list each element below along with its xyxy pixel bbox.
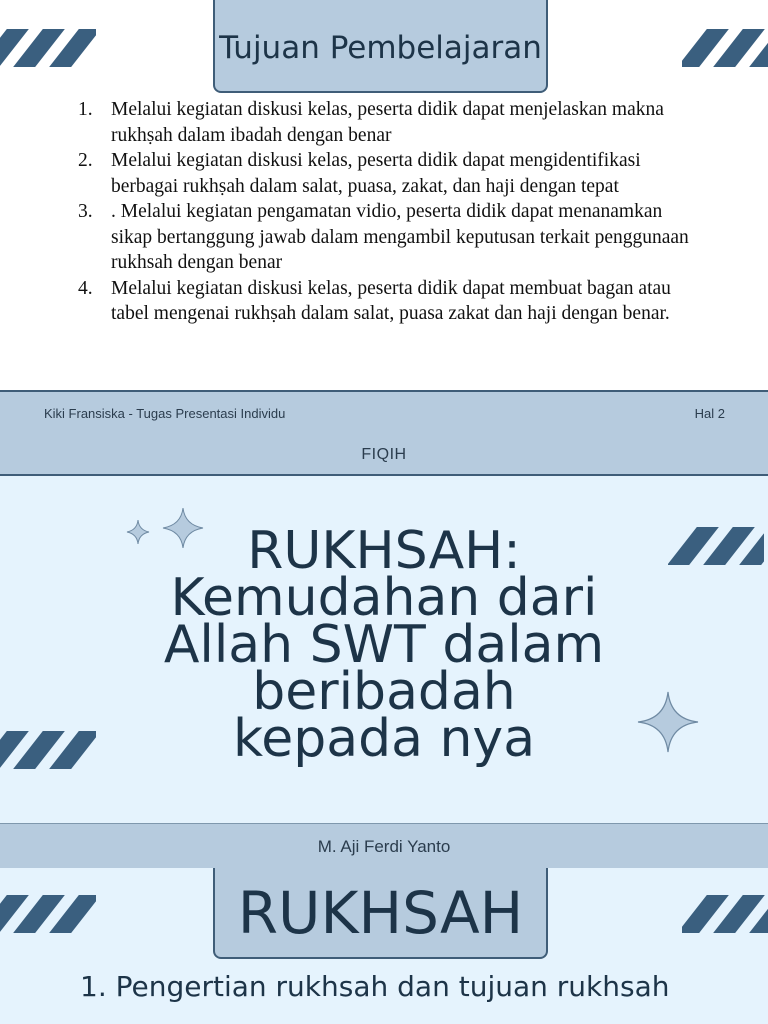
slide-footer xyxy=(0,390,768,476)
list-item xyxy=(78,97,698,148)
stripes-decoration xyxy=(682,895,768,933)
stripes-decoration xyxy=(0,29,96,67)
slide-title: Tujuan Pembelajaran xyxy=(219,30,542,66)
slide-objectives xyxy=(0,0,768,390)
stripes-decoration xyxy=(0,731,96,769)
slide-cover xyxy=(0,476,768,823)
objectives-list xyxy=(78,97,698,327)
presenter-name: M. Aji Ferdi Yanto xyxy=(317,837,451,856)
list-item xyxy=(78,276,698,327)
list-text: Melalui kegiatan diskusi kelas, peserta didik dapat menjelaskan makna rukhṣah dalam ibadah dengan benar xyxy=(111,99,664,146)
page-number: Hal 2 xyxy=(694,406,725,421)
list-number: 1. xyxy=(78,99,93,120)
footer-author: Kiki Fransiska - Tugas Presentasi Individu xyxy=(44,406,286,421)
slide-section xyxy=(0,868,768,1024)
title-line: Allah SWT dalam xyxy=(163,615,605,675)
stripes-decoration xyxy=(0,895,96,933)
list-text: Melalui kegiatan diskusi kelas, peserta didik dapat membuat bagan atau tabel mengenai rukhṣah dalam salat, puasa zakat dan haji dengan benar. xyxy=(111,277,671,324)
list-text: . Melalui kegiatan pengamatan vidio, peserta didik dapat menanamkan sikap bertanggung jawab dalam mengambil keputusan terkait penggunaan rukhsah dengan benar xyxy=(111,201,689,273)
section-heading: 1. Pengertian rukhsah dan tujuan rukhsah xyxy=(80,970,670,1003)
list-number: 3. xyxy=(78,201,93,222)
list-item xyxy=(78,148,698,199)
title-line: beribadah xyxy=(252,662,516,722)
title-line: kepada nya xyxy=(232,709,536,769)
stripes-decoration xyxy=(682,29,768,67)
sparkle-icon xyxy=(636,690,700,754)
list-number: 4. xyxy=(78,277,93,299)
list-number: 2. xyxy=(78,150,93,171)
title-box xyxy=(213,0,548,93)
cover-title xyxy=(110,521,658,769)
author-band xyxy=(0,823,768,868)
stripes-decoration xyxy=(668,527,764,565)
slide-title: RUKHSAH xyxy=(237,879,524,947)
subject-label: FIQIH xyxy=(361,446,407,463)
list-item xyxy=(78,199,698,276)
title-box xyxy=(213,868,548,959)
title-line: Kemudahan dari xyxy=(170,568,598,628)
title-line: RUKHSAH: xyxy=(247,521,521,581)
list-text: Melalui kegiatan diskusi kelas, peserta didik dapat mengidentifikasi berbagai rukhṣah dalam salat, puasa, zakat, dan haji dengan tepat xyxy=(111,150,641,197)
